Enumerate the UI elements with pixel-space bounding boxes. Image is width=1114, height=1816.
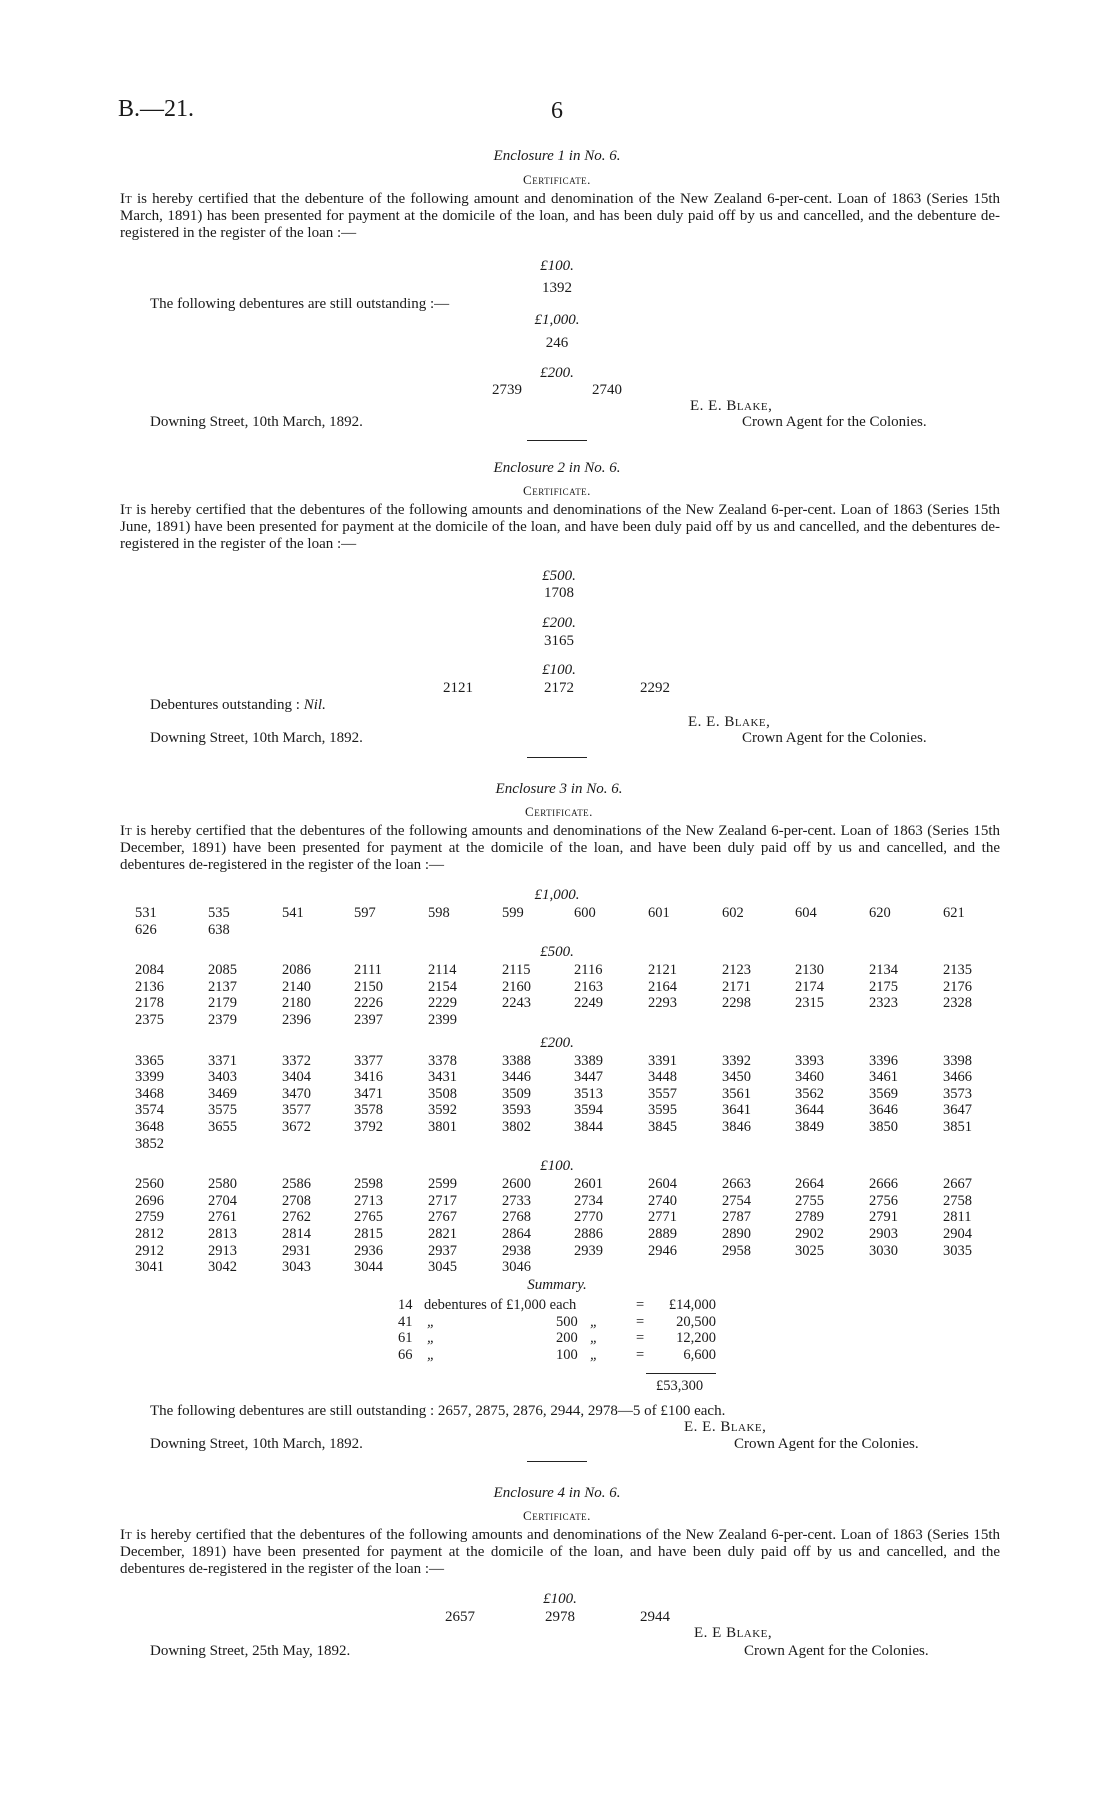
enc3-debenture-number: 3593 [502,1102,531,1119]
enc3-debenture-number: 2762 [282,1209,311,1226]
enc3-debenture-number: 2085 [208,962,237,979]
enc3-debenture-number: 2821 [428,1226,457,1242]
enc3-debenture-number: 2163 [574,978,603,995]
enc3-debenture-number: 3509 [502,1085,531,1102]
enc3-debenture-number: 601 [648,905,670,921]
enc3-debenture-number: 597 [354,905,376,921]
enc1-body-text: is hereby certified that the debenture of the following amount and denomination of the New Zealand 6-per-cent. Loan of 1863 (Series 15th March, 1891) has been presented for payment at the domicile of the loan, and has been duly paid off by us and cancelled, and the debenture de-registered in the register of the loan :— [120,191,1000,241]
enc3-debenture-number: 2599 [428,1176,457,1193]
summary-ditto: „ [427,1346,436,1363]
enc2-outstanding-value: Nil. [303,697,326,713]
enc2-debenture: 2292 [640,680,670,696]
enc3-debenture-number: 2397 [354,1012,383,1028]
enc4-body [120,1527,1000,1578]
enc3-debenture-number: 3466 [943,1069,972,1086]
enc4-debenture: 2944 [640,1609,670,1625]
enc3-debenture-number: 535 [208,905,230,921]
enc3-debenture-number: 3578 [354,1102,383,1119]
summary-equals: = [636,1330,645,1346]
enc3-debenture-number: 3041 [135,1259,164,1276]
enc3-debenture-number: 602 [722,905,744,921]
enc3-debenture-number: 3574 [135,1102,164,1119]
enc3-debenture-number: 3372 [282,1052,311,1069]
enc3-debenture-number: 2154 [428,978,457,995]
enc3-signatory-title: Crown Agent for the Colonies. [734,1436,919,1452]
enc3-debenture-number: 3471 [354,1085,383,1102]
enc3-title: Enclosure 3 in No. 6. [495,781,623,797]
summary-ditto: „ [427,1330,436,1346]
enc1-body [120,191,1000,242]
enc3-debenture-number: 2226 [354,995,383,1012]
enc4-title: Enclosure 4 in No. 6. [493,1485,621,1501]
enc3-debenture-number: 2733 [502,1192,531,1209]
enc3-debenture-number: 3404 [282,1069,311,1086]
enc3-debenture-number: 3573 [943,1085,972,1102]
enc3-debenture-number: 2946 [648,1242,677,1259]
enc3-debenture-number: 3850 [869,1119,898,1135]
summary-amount: £14,000 [668,1297,716,1313]
enc3-debenture-number: 2754 [722,1192,751,1209]
enc4-signatory-name: E. E Blake, [694,1625,773,1641]
enc3-signatory-name: E. E. Blake, [684,1419,767,1435]
enc3-debenture-number: 2765 [354,1209,383,1226]
enc3-debenture-number: 3595 [648,1102,677,1119]
enc3-debenture-number: 2756 [869,1192,898,1209]
enc3-debenture-number: 3648 [135,1119,164,1135]
enc3-debenture-number: 2811 [943,1209,972,1226]
enc3-debenture-number: 598 [428,905,450,921]
enc3-debenture-number: 3378 [428,1052,457,1069]
enc3-debenture-number: 2814 [282,1226,311,1242]
enc3-debenture-number: 2399 [428,1012,457,1028]
enc3-debenture-number: 2902 [795,1226,824,1242]
enc3-debenture-number: 2664 [795,1176,824,1193]
enc3-debenture-number: 2812 [135,1226,164,1242]
enc1-debenture: 2739 [492,382,522,398]
summary-ditto: „ [590,1330,599,1346]
enc2-heading: Certificate. [523,483,591,498]
enc3-debenture-number: 3446 [502,1069,531,1086]
enc2-outstanding-label: Debentures outstanding : [150,697,304,713]
enc1-denom-200: £200. [540,365,574,381]
enc3-debenture-number: 2160 [502,978,531,995]
enc3-debenture-number: 2734 [574,1192,603,1209]
enc3-debenture-number: 2229 [428,995,457,1012]
enc4-signatory-title: Crown Agent for the Colonies. [744,1643,929,1659]
enc3-debenture-number: 3468 [135,1085,164,1102]
enc3-place-date: Downing Street, 10th March, 1892. [150,1436,363,1452]
enc3-debenture-number: 2771 [648,1209,677,1226]
enc3-debenture-number: 2375 [135,1012,164,1028]
enc3-debenture-number: 2598 [354,1176,383,1193]
enc3-debenture-number: 2740 [648,1192,677,1209]
enc3-summary-total: £53,300 [656,1378,704,1394]
enc3-debenture-number: 3431 [428,1069,457,1086]
summary-count: 66 [398,1346,413,1363]
enc3-debenture-number: 2789 [795,1209,824,1226]
enc3-debenture-number: 2115 [502,962,531,979]
enc3-debenture-number: 3508 [428,1085,457,1102]
enc3-debenture-number: 2130 [795,962,824,979]
enc1-debenture: 2740 [592,382,622,398]
enc3-debenture-number: 2936 [354,1242,383,1259]
section-divider [527,757,587,758]
enc2-denom-500: £500. [542,568,576,584]
enc3-debenture-number: 2604 [648,1176,677,1193]
enc3-debenture-number: 2396 [282,1012,311,1028]
enc2-denom-200: £200. [542,615,576,631]
enc3-denom-label: £200. [540,1034,574,1051]
enc3-debenture-number: 3365 [135,1052,164,1069]
enc4-debenture: 2978 [545,1609,575,1625]
enc3-debenture-number: 2704 [208,1192,237,1209]
enc3-debenture-number: 3557 [648,1085,677,1102]
enc3-debenture-number: 3371 [208,1052,237,1069]
enc3-debenture-number: 2134 [869,962,898,979]
doc-reference: B.—21. [118,96,195,122]
summary-count: 61 [398,1330,413,1346]
enc3-debenture-number: 3561 [722,1085,751,1102]
summary-ditto: „ [590,1346,599,1363]
summary-denom: 200 [556,1330,578,1346]
enc3-debenture-number: 2560 [135,1176,164,1193]
enc3-debenture-number: 2298 [722,995,751,1012]
enc2-place-date: Downing Street, 10th March, 1892. [150,730,363,746]
enc3-debenture-number: 2717 [428,1192,457,1209]
enc2-denom-100: £100. [542,662,576,678]
enc2-body-text: is hereby certified that the debentures of the following amounts and denominations of the New Zealand 6-per-cent. Loan of 1863 (Series 15th June, 1891) have been presented for payment at the domicile of the loan, and have been duly paid off by us and cancelled, and the debentures de-registered in the register of the loan :— [120,502,1000,552]
enc3-debenture-number: 3846 [722,1119,751,1135]
enc3-debenture-number: 3641 [722,1102,751,1119]
summary-count: 41 [398,1313,413,1330]
enc3-summary-title: Summary. [527,1277,587,1293]
enc3-debenture-number: 3447 [574,1069,603,1086]
enc3-denom-label: £500. [540,944,574,961]
enc1-denom-1000: £1,000. [534,312,580,328]
enc3-debenture-number: 2580 [208,1176,237,1193]
enc1-title: Enclosure 1 in No. 6. [493,148,621,164]
enc3-debenture-number: 3592 [428,1102,457,1119]
enc3-debenture-number: 3377 [354,1052,383,1069]
enc3-debenture-number: 2666 [869,1176,898,1193]
enc3-debenture-number: 2886 [574,1226,603,1242]
enc3-debenture-number: 3655 [208,1119,237,1135]
enc3-denom-label: £1,000. [534,887,580,903]
enc3-debenture-number: 2164 [648,978,677,995]
enc3-debenture-number: 2913 [208,1242,237,1259]
enc3-debenture-number: 638 [208,921,230,938]
enc3-outstanding: The following debentures are still outstanding : 2657, 2875, 2876, 2944, 2978—5 of £100 each. [150,1403,726,1419]
enc1-denom-100: £100. [540,258,574,274]
enc2-debenture: 1708 [544,585,574,601]
enc3-debenture-number: 541 [282,905,304,921]
enc1-heading: Certificate. [523,172,591,187]
enc3-debenture-number: 3448 [648,1069,677,1086]
enc1-signatory-name: E. E. Blake, [690,398,773,414]
enc3-debenture-number: 3470 [282,1085,311,1102]
enc3-debenture-number: 3844 [574,1119,603,1135]
summary-equals: = [636,1297,645,1313]
enc3-debenture-number: 2787 [722,1209,751,1226]
enc3-debenture-number: 2140 [282,978,311,995]
enc3-debenture-number: 600 [574,905,596,921]
summary-count: 14 [398,1297,413,1313]
enc3-debenture-number: 2174 [795,978,824,995]
enc3-debenture-number: 3460 [795,1069,824,1086]
enc3-debenture-number: 3044 [354,1259,383,1276]
enc3-debenture-number: 3802 [502,1119,531,1135]
enc3-debenture-number: 3030 [869,1242,898,1259]
enc3-debenture-number: 2708 [282,1192,311,1209]
enc3-debenture-number: 2912 [135,1242,164,1259]
enc3-debenture-number: 3461 [869,1069,898,1086]
enc3-debenture-number: 3562 [795,1085,824,1102]
enc3-debenture-number: 2767 [428,1209,457,1226]
enc3-debenture-number: 3646 [869,1102,898,1119]
enc4-heading: Certificate. [523,1508,591,1523]
enc3-debenture-number: 3391 [648,1052,677,1069]
enc3-debenture-number: 2150 [354,978,383,995]
enc3-lead: It [120,823,132,839]
enc3-debenture-number: 2175 [869,978,898,995]
enc3-debenture-number: 626 [135,921,157,938]
enc3-debenture-number: 2770 [574,1209,603,1226]
enc3-debenture-number: 3045 [428,1259,457,1276]
enc3-debenture-number: 3398 [943,1052,972,1069]
enc3-debenture-number: 3801 [428,1119,457,1135]
summary-amount: 6,600 [683,1346,716,1363]
enc3-debenture-number: 2379 [208,1012,237,1028]
enc3-debenture-number: 2755 [795,1192,824,1209]
enc3-debenture-number: 2600 [502,1176,531,1193]
enc3-debenture-number: 2180 [282,995,311,1012]
summary-denom: 500 [556,1313,578,1330]
enc3-debenture-number: 2293 [648,995,677,1012]
enc3-debenture-number: 2938 [502,1242,531,1259]
enc3-debenture-number: 2931 [282,1242,311,1259]
section-divider [527,440,587,441]
summary-desc: debentures of £1,000 each [424,1297,577,1313]
enc3-debenture-number: 3393 [795,1052,824,1069]
enc1-lead: It [120,191,132,207]
enc3-debenture-number: 3569 [869,1085,898,1102]
enc3-debenture-number: 2315 [795,995,824,1012]
enc3-debenture-number: 3035 [943,1242,972,1259]
enc3-debenture-number: 3575 [208,1102,237,1119]
enc2-signatory-title: Crown Agent for the Colonies. [742,730,927,746]
enc3-debenture-number: 3416 [354,1069,383,1086]
enc3-debenture-number: 2178 [135,995,164,1012]
enc3-denom-label: £100. [540,1158,574,1175]
enc3-debenture-number: 2086 [282,962,311,979]
enc3-debenture-number: 2958 [722,1242,751,1259]
enc3-debenture-number: 2243 [502,995,531,1012]
enc3-debenture-number: 3392 [722,1052,751,1069]
enc3-debenture-number: 3450 [722,1069,751,1086]
enc3-debenture-number: 2137 [208,978,237,995]
enc2-lead: It [120,502,132,518]
enc3-debenture-number: 2696 [135,1192,164,1209]
summary-amount: 12,200 [676,1330,716,1346]
enc3-debenture-number: 2864 [502,1226,531,1242]
enc4-body-text: is hereby certified that the debentures of the following amounts and denominations of the New Zealand 6-per-cent. Loan of 1863 (Series 15th December, 1891) have been presented for payment at the domicile of the loan, and have been duly paid off by us and cancelled, and the debentures de-registered in the register of the loan :— [120,1527,1000,1577]
enc3-debenture-number: 2903 [869,1226,898,1242]
enc1-debenture: 246 [545,335,569,351]
summary-amount: 20,500 [676,1313,716,1330]
enc3-debenture-number: 531 [135,905,157,921]
enc3-debenture-number: 2939 [574,1242,603,1259]
enc3-debenture-number: 3849 [795,1119,824,1135]
enc2-debenture: 2121 [443,680,473,696]
enc3-debenture-number: 621 [943,905,965,921]
enc3-debenture-number: 3389 [574,1052,603,1069]
summary-ditto: „ [427,1313,436,1330]
enc3-debenture-number: 3025 [795,1242,824,1259]
enc3-debenture-number: 604 [795,905,817,921]
enc1-debenture: 1392 [542,280,572,296]
enc3-debenture-number: 3577 [282,1102,311,1119]
enc3-debenture-number: 2791 [869,1209,898,1226]
summary-total-rule [646,1373,716,1374]
enc2-debenture: 3165 [544,633,574,649]
summary-equals: = [636,1346,645,1363]
enc3-heading: Certificate. [525,804,593,819]
enc3-debenture-number: 3046 [502,1259,531,1276]
enc3-debenture-number: 2121 [648,962,677,979]
enc4-lead: It [120,1527,132,1543]
enc3-debenture-number: 3396 [869,1052,898,1069]
summary-ditto: „ [590,1313,599,1330]
enc3-debenture-number: 2171 [722,978,751,995]
enc4-debenture: 2657 [445,1609,475,1625]
enc3-debenture-number: 2713 [354,1192,383,1209]
enc3-debenture-number: 2084 [135,962,164,979]
enc3-debenture-number: 2667 [943,1176,972,1193]
enc4-place-date: Downing Street, 25th May, 1892. [150,1643,351,1659]
enc3-debenture-number: 620 [869,905,891,921]
enc3-debenture-number: 2761 [208,1209,237,1226]
enc3-body-text: is hereby certified that the debentures of the following amounts and denominations of the New Zealand 6-per-cent. Loan of 1863 (Series 15th December, 1891) have been presented for payment at the domicile of the loan, and have been duly paid off by us and cancelled, and the debentures de-registered in the register of the loan :— [120,823,1000,873]
enc3-debenture-number: 3403 [208,1069,237,1086]
enc3-debenture-number: 2328 [943,995,972,1012]
enc3-debenture-number: 3469 [208,1085,237,1102]
enc2-debenture: 2172 [544,680,574,696]
enc3-debenture-number: 3644 [795,1102,824,1119]
enc3-body [120,823,1000,874]
enc3-debenture-number: 2758 [943,1192,972,1209]
enc3-debenture-number: 2601 [574,1176,603,1193]
summary-denom: 100 [556,1346,578,1363]
enc3-debenture-number: 2889 [648,1226,677,1242]
summary-equals: = [636,1313,645,1330]
enc3-debenture-number: 3042 [208,1259,237,1276]
section-divider [527,1461,587,1462]
enc1-place-date: Downing Street, 10th March, 1892. [150,414,363,430]
enc3-debenture-number: 2179 [208,995,237,1012]
enc3-debenture-number: 2815 [354,1226,383,1242]
enc3-debenture-number: 2890 [722,1226,751,1242]
enc1-signatory-title: Crown Agent for the Colonies. [742,414,927,430]
enc3-debenture-number: 2937 [428,1242,457,1259]
enc3-debenture-number: 2135 [943,962,972,979]
enc3-debenture-number: 3388 [502,1052,531,1069]
enc3-debenture-number: 2759 [135,1209,164,1226]
enc2-outstanding [150,697,326,714]
enc3-debenture-number: 3851 [943,1119,972,1135]
enc3-debenture-number: 3845 [648,1119,677,1135]
enc3-debenture-number: 2111 [354,962,382,979]
enc2-body [120,502,1000,553]
enc3-debenture-number: 2114 [428,962,457,979]
enc3-debenture-number: 2176 [943,978,972,995]
enc2-signatory-name: E. E. Blake, [688,714,771,730]
enc3-debenture-number: 3647 [943,1102,972,1119]
enc2-title: Enclosure 2 in No. 6. [493,460,621,476]
enc3-debenture-number: 3513 [574,1085,603,1102]
enc3-debenture-number: 2586 [282,1176,311,1193]
enc4-denom-100: £100. [543,1591,577,1607]
enc3-debenture-number: 3852 [135,1135,164,1152]
enc3-debenture-number: 2813 [208,1226,237,1242]
enc3-debenture-number: 2663 [722,1176,751,1193]
enc3-debenture-number: 2904 [943,1226,972,1242]
enc3-debenture-number: 2323 [869,995,898,1012]
enc3-debenture-number: 2136 [135,978,164,995]
page-number: 6 [551,98,563,124]
enc3-debenture-number: 3043 [282,1259,311,1276]
enc3-debenture-number: 3672 [282,1119,311,1135]
enc3-debenture-number: 2249 [574,995,603,1012]
enc3-debenture-number: 3594 [574,1102,603,1119]
enc3-debenture-number: 599 [502,905,524,921]
enc3-debenture-number: 3792 [354,1119,383,1135]
enc3-debenture-number: 2116 [574,962,603,979]
enc3-debenture-number: 2123 [722,962,751,979]
enc3-debenture-number: 2768 [502,1209,531,1226]
enc3-debenture-number: 3399 [135,1069,164,1086]
enc1-outstanding-label: The following debentures are still outstanding :— [150,296,450,312]
